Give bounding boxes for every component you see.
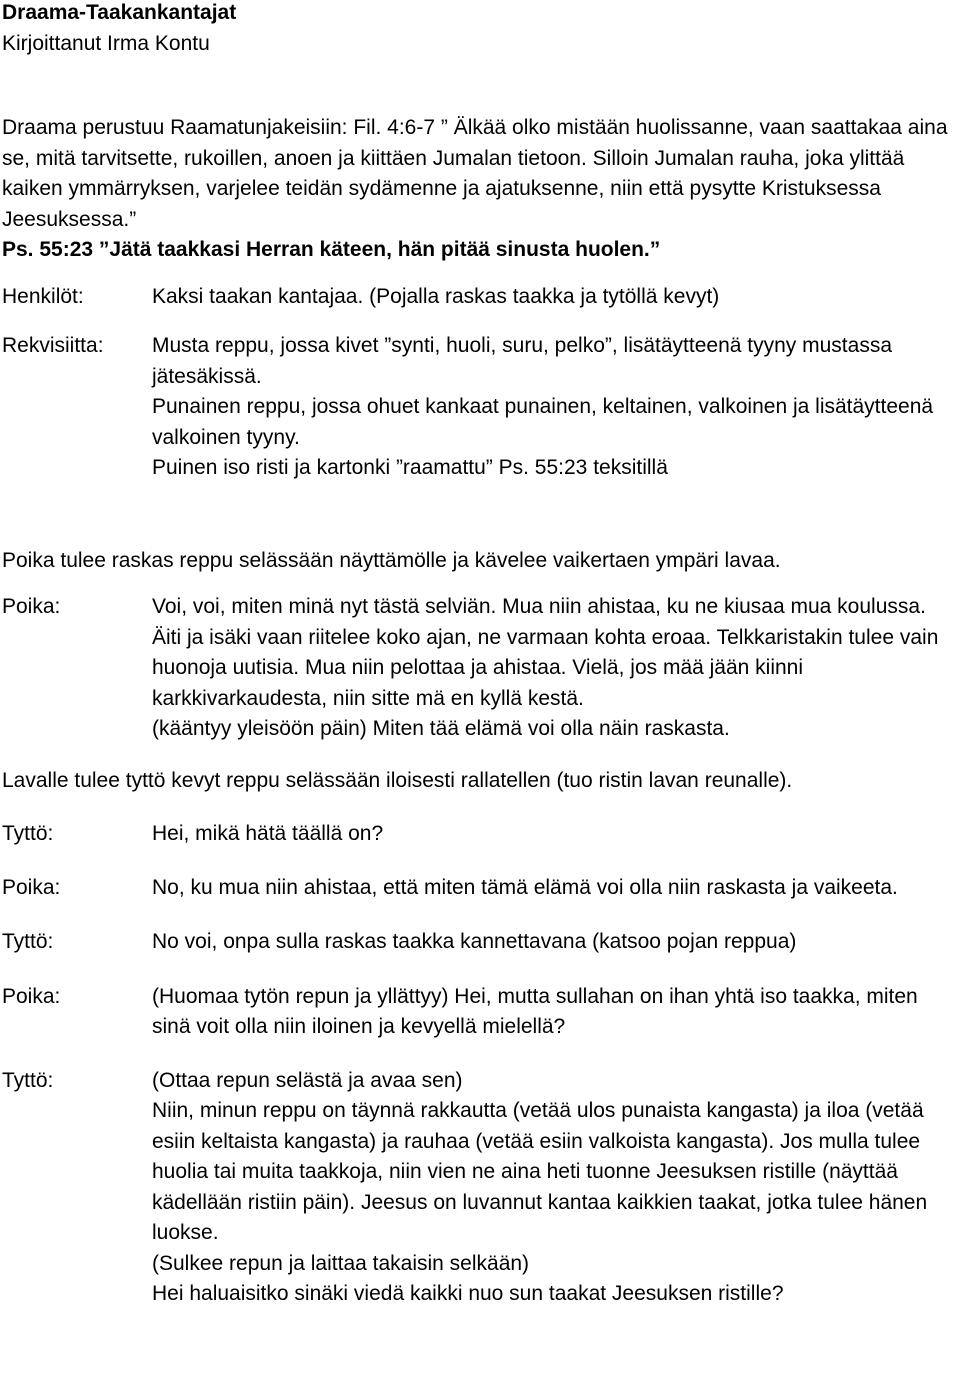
intro-paragraph: Draama perustuu Raamatunjakeisiin: Fil. 4:6-7 ” Älkää olko mistään huolissanne, vaan saattakaa aina se, mitä tarvitsette, rukoillen, anoen ja kiittäen Jumalan tietoon. Silloin Jumalan rauha, joka ylittää kaiken ymmärryksen, varjelee teidän sydämenne ja ajatuksenne, niin että pysytte Kristuksessa Jeesuksessa.” (2, 116, 948, 231)
dialogue-row (2, 819, 956, 850)
props-list (152, 331, 956, 484)
props-row (2, 331, 956, 484)
dialogue-row-poika-1 (2, 592, 956, 745)
dialogue-row (2, 927, 956, 958)
props-line: Punainen reppu, jossa ohuet kankaat punainen, keltainen, valkoinen ja lisätäytteenä valkoinen tyyny. (152, 395, 934, 449)
stage-direction-2: Lavalle tulee tyttö kevyt reppu selässään iloisesti rallatellen (tuo ristin lavan reunalle). (2, 768, 793, 792)
speaker-label: Tyttö: (2, 822, 54, 845)
dialogue-line: (Huomaa tytön repun ja yllättyy) Hei, mutta sullahan on ihan yhtä iso taakka, miten sinä voit olla niin iloinen ja kevyellä mielellä? (152, 984, 918, 1038)
dialogue-text (152, 592, 956, 745)
dialogue-row (2, 1066, 956, 1310)
props-label: Rekvisiitta: (2, 334, 104, 357)
cast-row (2, 282, 956, 313)
dialogue-line: (Ottaa repun selästä ja avaa sen) (152, 1068, 463, 1092)
dialogue-line: No, ku mua niin ahistaa, että miten tämä elämä voi olla niin raskasta ja vaikeeta. (152, 875, 898, 899)
cast-text: Kaksi taakan kantajaa. (Pojalla raskas taakka ja tytöllä kevyt) (152, 284, 720, 308)
dialogue-row (2, 982, 956, 1043)
dialogue-line: Voi, voi, miten minä nyt tästä selviän. Mua niin ahistaa, ku ne kiusaa mua koulussa. Äiti ja isäki vaan riitelee koko ajan, ne varmaan kohta eroaa. Telkkaristakin tulee vain huonoja uutisia. Mua niin pelottaa ja ahistaa. Vielä, jos mää jään kiinni karkkivarkaudesta, niin sitte mä en kyllä kestä. (152, 595, 939, 710)
dialogue-text (152, 927, 956, 958)
key-verse: Ps. 55:23 ”Jätä taakkasi Herran käteen, hän pitää sinusta huolen.” (2, 238, 661, 261)
speaker-label: Poika: (2, 984, 61, 1008)
dialogue-text (152, 982, 956, 1043)
dialogue-line: (kääntyy yleisöön päin) Miten tää elämä voi olla näin raskasta. (152, 717, 730, 740)
dialogue-text (152, 1066, 956, 1310)
cast-label: Henkilöt: (2, 284, 84, 308)
speaker-label: Tyttö: (2, 1068, 54, 1092)
dialogue-line: Niin, minun reppu on täynnä rakkautta (vetää ulos punaista kangasta) ja iloa (vetää esiin keltaista kangasta) ja rauhaa (vetää esiin valkoista kangasta). Jos mulla tulee huolia tai muita taakkoja, niin vien ne aina heti tuonne Jeesuksen ristille (näyttää kädellään ristiin päin). Jeesus on luvannut kantaa kaikkien taakat, jotka tulee hänen luokse. (152, 1099, 928, 1244)
speaker-label: Poika: (2, 875, 61, 899)
speaker-label: Poika: (2, 595, 61, 618)
dialogue-line: (Sulkee repun ja laittaa takaisin selkään) (152, 1251, 530, 1275)
dialogue-line: Hei haluaisitko sinäki viedä kaikki nuo sun taakat Jeesuksen ristille? (152, 1282, 784, 1305)
dialogue-line: No voi, onpa sulla raskas taakka kannettavana (katsoo pojan reppua) (152, 930, 797, 953)
stage-direction-1: Poika tulee raskas reppu selässään näyttämölle ja kävelee vaikertaen ympäri lavaa. (2, 548, 781, 572)
dialogue-row (2, 873, 956, 904)
props-line: Puinen iso risti ja kartonki ”raamattu” Ps. 55:23 teksitillä (152, 456, 668, 479)
dialogue-line: Hei, mikä hätä täällä on? (152, 822, 384, 845)
dialogue-text (152, 873, 956, 904)
dialogue-text (152, 819, 956, 850)
document-page (2, 0, 956, 1310)
document-author: Kirjoittanut Irma Kontu (2, 31, 210, 55)
speaker-label: Tyttö: (2, 930, 54, 953)
document-title: Draama-Taakankantajat (2, 1, 237, 24)
props-line: Musta reppu, jossa kivet ”synti, huoli, suru, pelko”, lisätäytteenä tyyny mustassa jätesäkissä. (152, 334, 892, 388)
